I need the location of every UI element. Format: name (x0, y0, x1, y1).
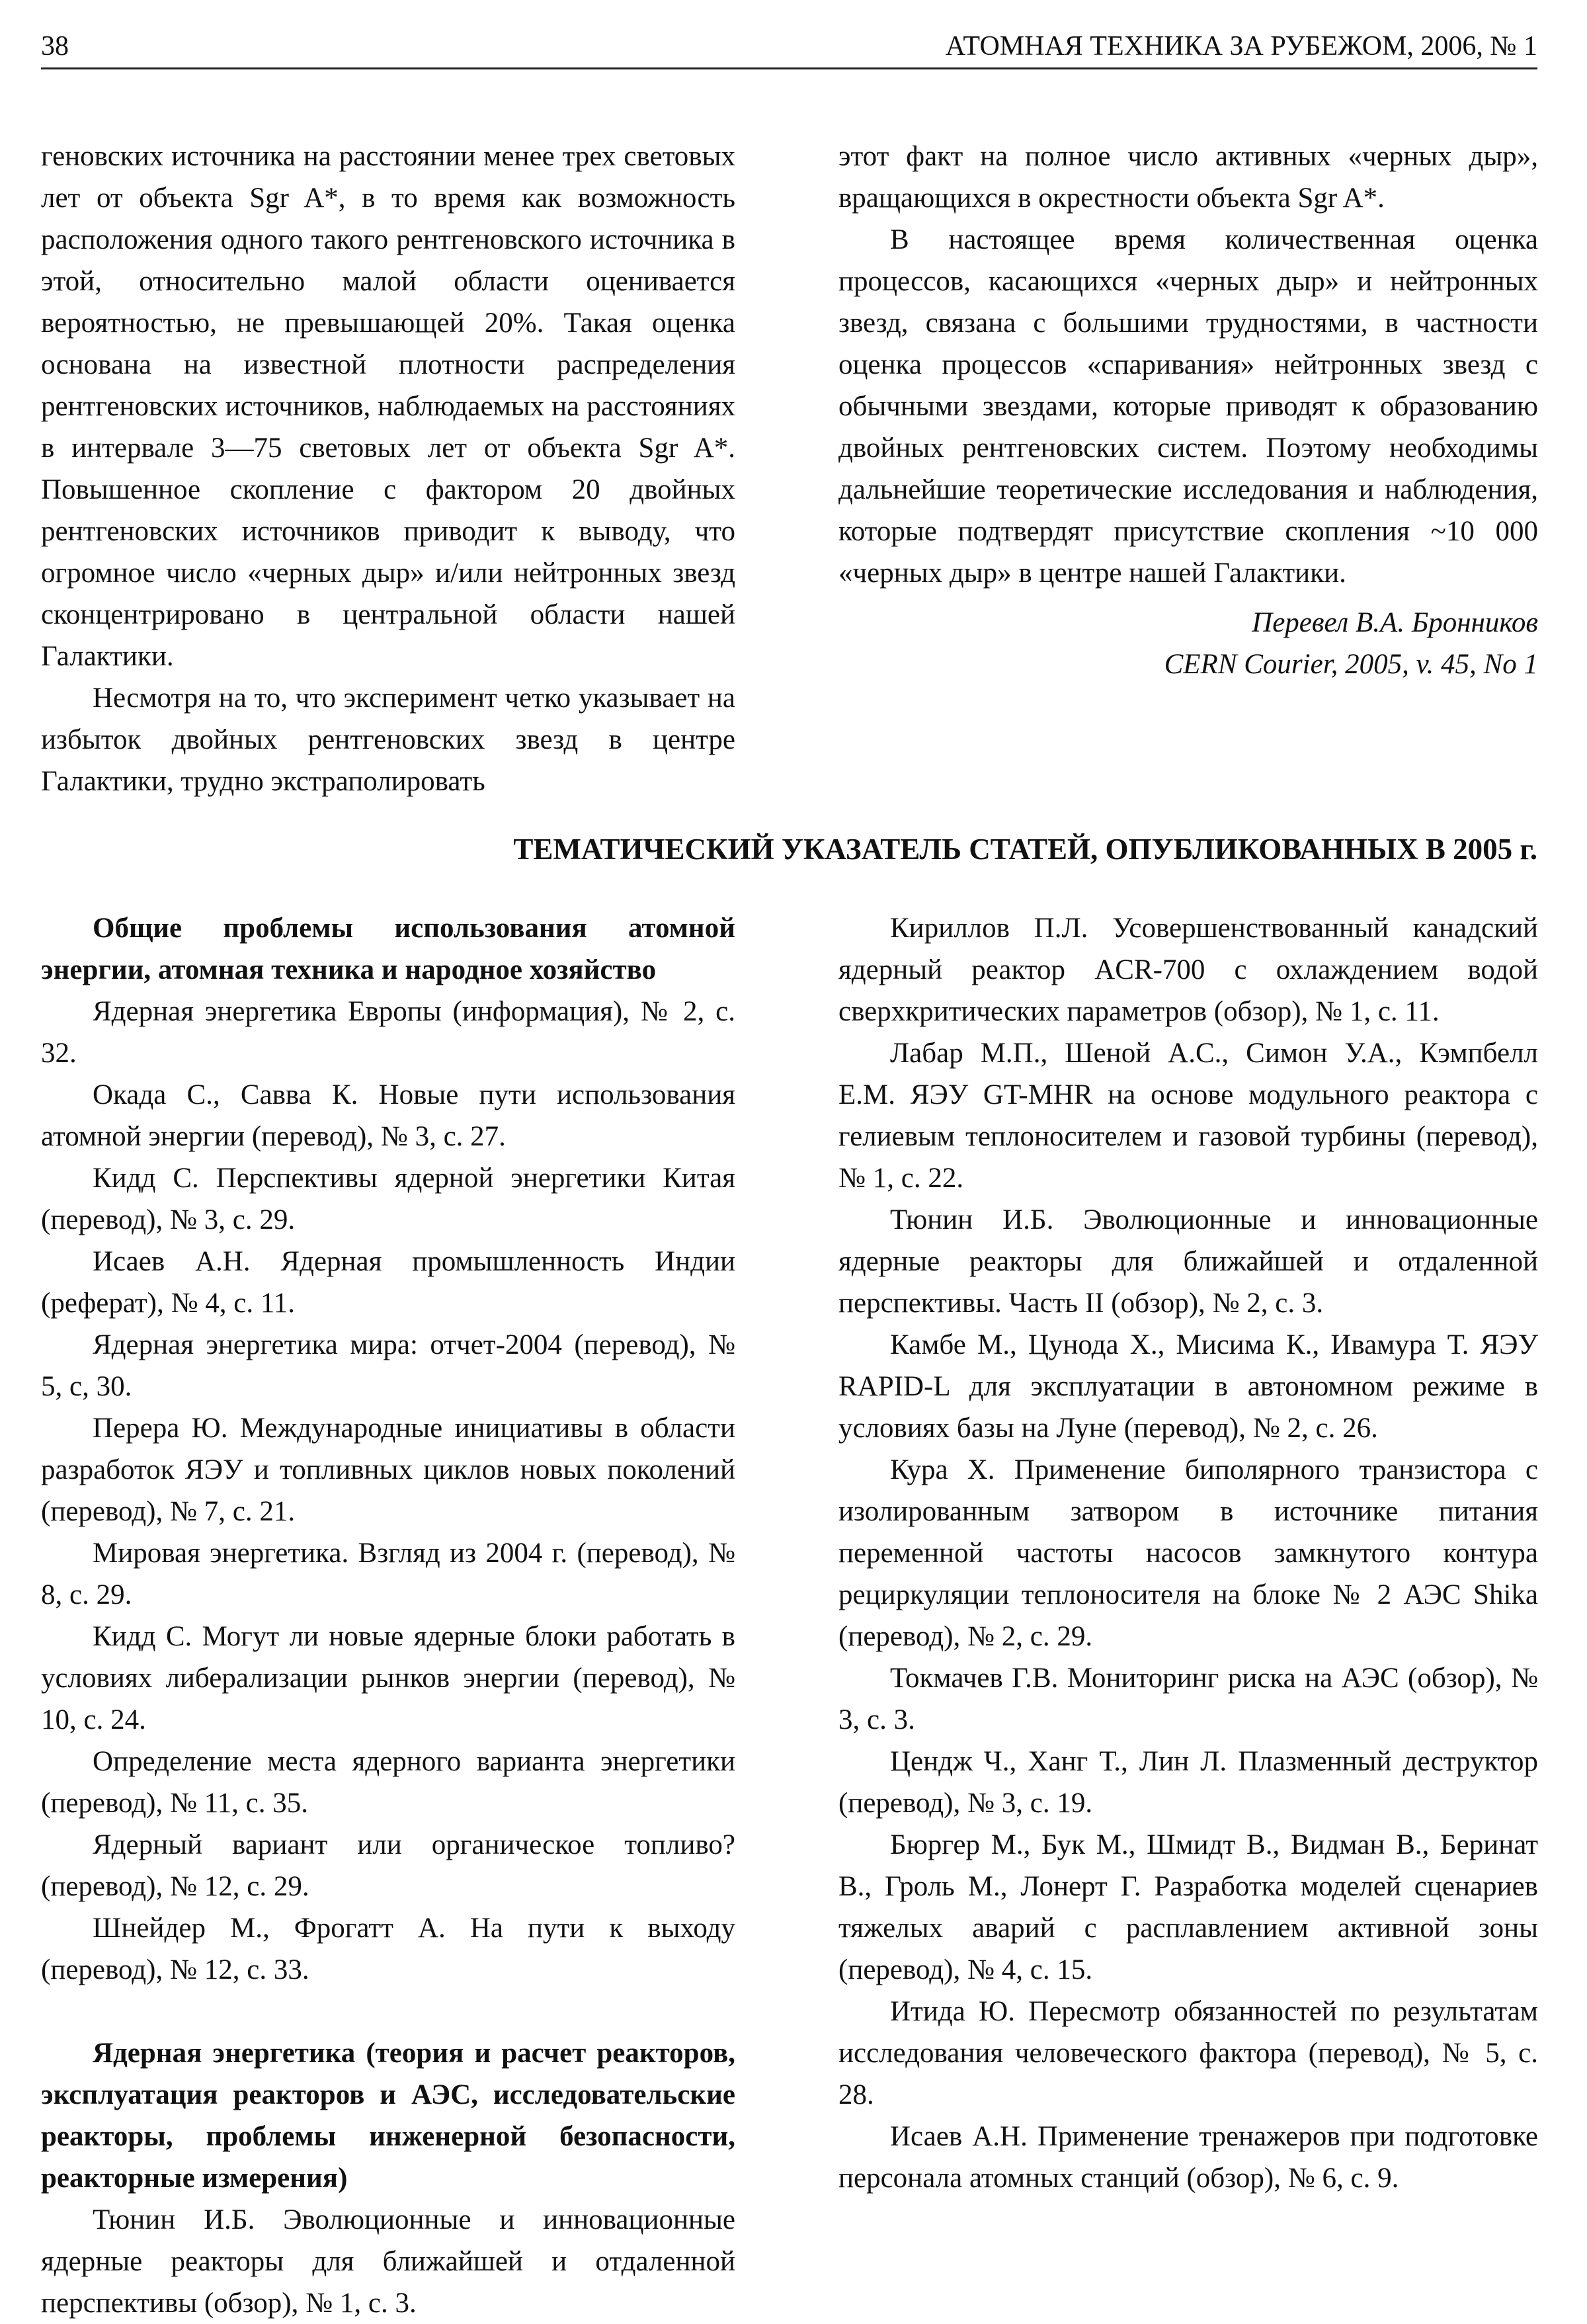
source-citation: CERN Courier, 2005, v. 45, No 1 (1164, 649, 1538, 680)
running-header (41, 26, 1537, 69)
article-left-column (41, 136, 735, 802)
index-left-column (41, 907, 735, 2324)
index-entry: Окада С., Савва К. Новые пути использования атомной энергии (перевод), № 3, с. 27. (41, 1079, 735, 1152)
index-entry: Итида Ю. Пересмотр обязанностей по результатам исследования человеческого фактора (перевод), № 5, с. 28. (838, 1996, 1538, 2110)
index-entry: Мировая энергетика. Взгляд из 2004 г. (перевод), № 8, с. 29. (41, 1538, 735, 1610)
index-entry: Ядерная энергетика Европы (информация), № 2, с. 32. (41, 996, 735, 1069)
index-entry: Кура Х. Применение биполярного транзистора с изолированным затвором в источнике питания переменной частоты насосов замкнутого контура рециркуляции теплоносителя на блоке № 2 АЭС Shika (перевод), № 2, с. 29. (838, 1454, 1538, 1652)
index-entry: Перера Ю. Международные инициативы в области разработок ЯЭУ и топливных циклов новых поколений (перевод), № 7, с. 21. (41, 1413, 735, 1527)
translator-credit: Перевел В.А. Бронников (1252, 607, 1538, 638)
index-entry: Определение места ядерного варианта энергетики (перевод), № 11, с. 35. (41, 1746, 735, 1819)
section-heading: Общие проблемы использования атомной энергии, атомная техника и народное хозяйство (41, 913, 735, 985)
index-entry: Цендж Ч., Ханг Т., Лин Л. Плазменный деструктор (перевод), № 3, с. 19. (838, 1746, 1538, 1819)
paragraph: геновских источника на расстоянии менее трех световых лет от объекта Sgr A*, в то время как возможность расположения одного такого рентгеновского источника в этой, относительно малой области оценивается вероятностью, не превышающей 20%. Такая оценка основана на известной плотности распределения рентгеновских источников, наблюдаемых на расстояниях в интервале 3—75 световых лет от объекта Sgr A*. Повышенное скопление с фактором 20 двойных рентгеновских источников приводит к выводу, что огромное число «черных дыр» и/или нейтронных звезд сконцентрировано в центральной области нашей Галактики. (41, 141, 735, 672)
paragraph: Несмотря на то, что эксперимент четко указывает на избыток двойных рентгеновских звезд в центре Галактики, трудно экстраполировать (41, 683, 735, 797)
index-entry: Ядерный вариант или органическое топливо? (перевод), № 12, с. 29. (41, 1829, 735, 1902)
index-title: ТЕМАТИЧЕСКИЙ УКАЗАТЕЛЬ СТАТЕЙ, ОПУБЛИКОВАННЫХ В 2005 г. (513, 833, 1537, 866)
index-entry: Бюргер М., Бук М., Шмидт В., Видман В., Беринат В., Гроль М., Лонерт Г. Разработка моделей сценариев тяжелых аварий с расплавлением активной зоны (перевод), № 4, с. 15. (838, 1829, 1538, 1985)
page-number: 38 (41, 31, 69, 62)
index-entry: Кириллов П.Л. Усовершенствованный канадский ядерный реактор ACR-700 с охлаждением водой сверхкритических параметров (обзор), № 1, с. 11. (838, 913, 1538, 1027)
index-right-column (838, 907, 1538, 2199)
index-entry: Исаев А.Н. Ядерная промышленность Индии (реферат), № 4, с. 11. (41, 1246, 735, 1319)
paragraph: В настоящее время количественная оценка процессов, касающихся «черных дыр» и нейтронных звезд, связана с большими трудностями, в частности оценка процессов «спаривания» нейтронных звезд с обычными звездами, которые приводят к образованию двойных рентгеновских систем. Поэтому необходимы дальнейшие теоретические исследования и наблюдения, которые подтвердят присутствие скопления ~10 000 «черных дыр» в центре нашей Галактики. (838, 224, 1538, 589)
index-entry: Кидд С. Могут ли новые ядерные блоки работать в условиях либерализации рынков энергии (перевод), № 10, с. 24. (41, 1621, 735, 1735)
index-entry: Тюнин И.Б. Эволюционные и инновационные ядерные реакторы для ближайшей и отдаленной перспективы (обзор), № 1, с. 3. (41, 2204, 735, 2319)
paragraph: этот факт на полное число активных «черных дыр», вращающихся в окрестности объекта Sgr A*. (838, 141, 1538, 214)
index-entry: Ядерная энергетика мира: отчет-2004 (перевод), № 5, с, 30. (41, 1329, 735, 1402)
index-entry: Исаев А.Н. Применение тренажеров при подготовке персонала атомных станций (обзор), № 6, с. 9. (838, 2121, 1538, 2194)
index-entry: Шнейдер М., Фрогатт А. На пути к выходу (перевод), № 12, с. 33. (41, 1913, 735, 1985)
article-right-column (838, 136, 1538, 685)
index-entry: Токмачев Г.В. Мониторинг риска на АЭС (обзор), № 3, с. 3. (838, 1663, 1538, 1735)
index-entry: Лабар М.П., Шеной А.С., Симон У.А., Кэмпбелл Е.М. ЯЭУ GT-MHR на основе модульного реактора с гелиевым теплоносителем и газовой турбины (перевод), № 1, с. 22. (838, 1038, 1538, 1194)
index-entry: Кидд С. Перспективы ядерной энергетики Китая (перевод), № 3, с. 29. (41, 1163, 735, 1235)
index-entry: Тюнин И.Б. Эволюционные и инновационные ядерные реакторы для ближайшей и отдаленной перспективы. Часть II (обзор), № 2, с. 3. (838, 1204, 1538, 1319)
section-heading: Ядерная энергетика (теория и расчет реакторов, эксплуатация реакторов и АЭС, исследовательские реакторы, проблемы инженерной безопасности, реакторные измерения) (41, 2038, 735, 2194)
index-entry: Камбе М., Цунода Х., Мисима К., Ивамура Т. ЯЭУ RAPID-L для эксплуатации в автономном режиме в условиях базы на Луне (перевод), № 2, с. 26. (838, 1329, 1538, 1444)
journal-title: АТОМНАЯ ТЕХНИКА ЗА РУБЕЖОМ, 2006, № 1 (945, 31, 1537, 62)
